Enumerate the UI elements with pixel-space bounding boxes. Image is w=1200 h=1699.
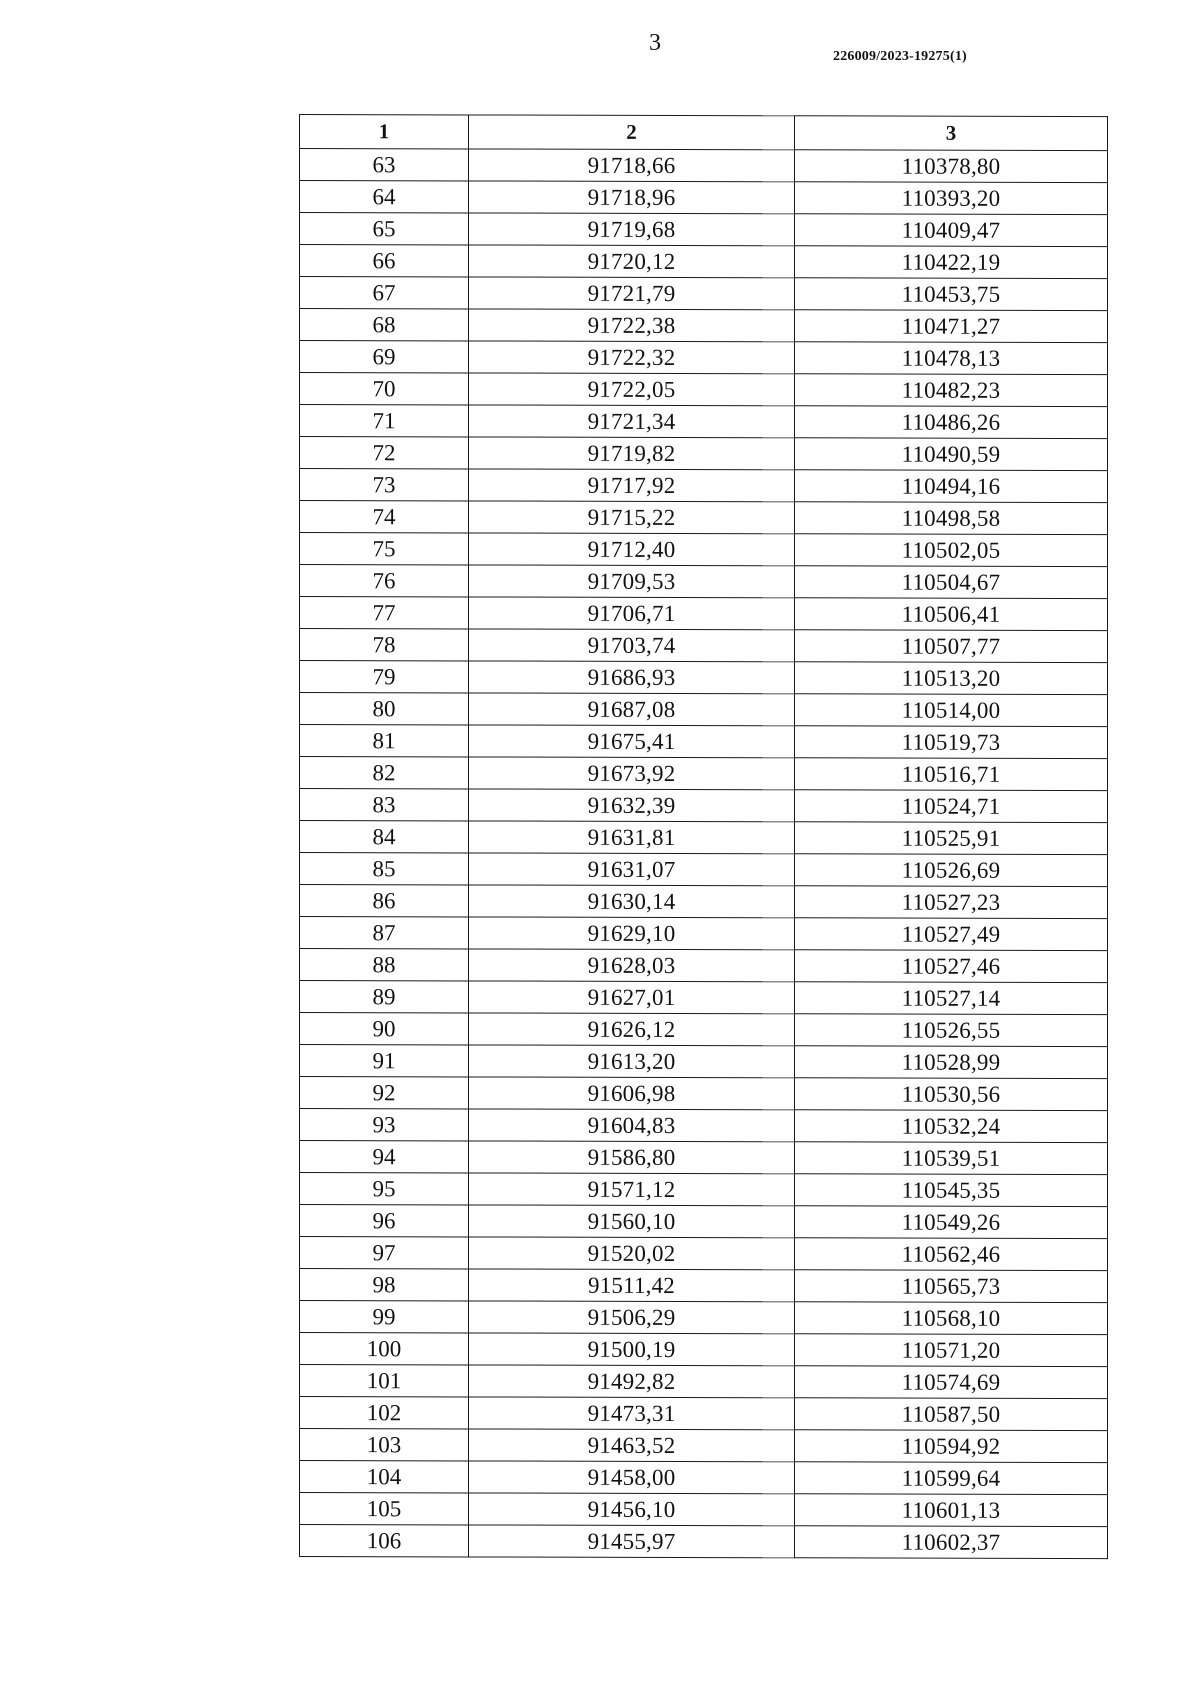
table-row	[300, 1429, 1108, 1463]
x-coordinate-cell: 91629,10	[469, 917, 795, 950]
x-coordinate-cell: 91721,34	[469, 405, 795, 438]
point-number-cell: 95	[300, 1173, 469, 1205]
y-coordinate-cell: 110498,58	[795, 502, 1108, 535]
x-coordinate-cell: 91675,41	[469, 725, 795, 758]
table-row	[300, 757, 1108, 791]
point-number-cell: 77	[300, 597, 469, 629]
x-coordinate-cell: 91520,02	[469, 1237, 795, 1270]
y-coordinate-cell: 110490,59	[795, 438, 1108, 471]
x-coordinate-cell: 91500,19	[469, 1333, 795, 1366]
point-number-cell: 84	[300, 821, 469, 853]
x-coordinate-cell: 91458,00	[469, 1461, 795, 1494]
x-coordinate-cell: 91626,12	[469, 1013, 795, 1046]
table-row	[300, 661, 1108, 695]
x-coordinate-cell: 91613,20	[469, 1045, 795, 1078]
x-coordinate-cell: 91709,53	[469, 565, 795, 598]
table-row	[300, 1365, 1108, 1399]
table-row	[300, 693, 1108, 727]
x-coordinate-cell: 91628,03	[469, 949, 795, 982]
point-number-cell: 68	[300, 309, 469, 341]
y-coordinate-cell: 110568,10	[795, 1302, 1108, 1335]
x-coordinate-cell: 91571,12	[469, 1173, 795, 1206]
point-number-cell: 91	[300, 1045, 469, 1077]
x-coordinate-cell: 91511,42	[469, 1269, 795, 1302]
y-coordinate-cell: 110507,77	[795, 630, 1108, 663]
point-number-cell: 101	[300, 1365, 469, 1397]
x-coordinate-cell: 91712,40	[469, 533, 795, 566]
y-coordinate-cell: 110506,41	[795, 598, 1108, 631]
point-number-cell: 75	[300, 533, 469, 565]
document-reference: 226009/2023-19275(1)	[833, 49, 967, 64]
table-row	[300, 277, 1108, 311]
table-row	[300, 245, 1108, 279]
x-coordinate-cell: 91717,92	[469, 469, 795, 502]
point-number-cell: 79	[300, 661, 469, 693]
x-coordinate-cell: 91560,10	[469, 1205, 795, 1238]
y-coordinate-cell: 110539,51	[795, 1142, 1108, 1175]
x-coordinate-cell: 91627,01	[469, 981, 795, 1014]
point-number-cell: 94	[300, 1141, 469, 1173]
point-number-cell: 70	[300, 373, 469, 405]
table-row	[300, 309, 1108, 343]
x-coordinate-cell: 91718,96	[469, 181, 795, 214]
y-coordinate-cell: 110519,73	[795, 726, 1108, 759]
header-col-1: 1	[300, 115, 469, 149]
y-coordinate-cell: 110574,69	[795, 1366, 1108, 1399]
table-row	[300, 405, 1108, 439]
point-number-cell: 66	[300, 245, 469, 277]
y-coordinate-cell: 110549,26	[795, 1206, 1108, 1239]
y-coordinate-cell: 110482,23	[795, 374, 1108, 407]
point-number-cell: 63	[300, 149, 469, 181]
point-number-cell: 67	[300, 277, 469, 309]
point-number-cell: 97	[300, 1237, 469, 1269]
table-row	[300, 853, 1108, 887]
y-coordinate-cell: 110478,13	[795, 342, 1108, 375]
table-body	[300, 149, 1108, 1559]
point-number-cell: 81	[300, 725, 469, 757]
y-coordinate-cell: 110562,46	[795, 1238, 1108, 1271]
x-coordinate-cell: 91473,31	[469, 1397, 795, 1430]
y-coordinate-cell: 110524,71	[795, 790, 1108, 823]
table-row	[300, 533, 1108, 567]
y-coordinate-cell: 110422,19	[795, 246, 1108, 279]
point-number-cell: 83	[300, 789, 469, 821]
x-coordinate-cell: 91586,80	[469, 1141, 795, 1174]
table-row	[300, 725, 1108, 759]
y-coordinate-cell: 110527,49	[795, 918, 1108, 951]
x-coordinate-cell: 91719,68	[469, 213, 795, 246]
point-number-cell: 86	[300, 885, 469, 917]
x-coordinate-cell: 91631,07	[469, 853, 795, 886]
table-row	[300, 1269, 1108, 1303]
table-row	[300, 501, 1108, 535]
point-number-cell: 69	[300, 341, 469, 373]
point-number-cell: 72	[300, 437, 469, 469]
header-col-3: 3	[795, 116, 1108, 151]
point-number-cell: 93	[300, 1109, 469, 1141]
x-coordinate-cell: 91606,98	[469, 1077, 795, 1110]
table-row	[300, 885, 1108, 919]
table-row	[300, 1397, 1108, 1431]
y-coordinate-cell: 110530,56	[795, 1078, 1108, 1111]
point-number-cell: 65	[300, 213, 469, 245]
y-coordinate-cell: 110527,14	[795, 982, 1108, 1015]
y-coordinate-cell: 110471,27	[795, 310, 1108, 343]
point-number-cell: 92	[300, 1077, 469, 1109]
y-coordinate-cell: 110527,46	[795, 950, 1108, 983]
table-row	[300, 437, 1108, 471]
table-row	[300, 1205, 1108, 1239]
point-number-cell: 96	[300, 1205, 469, 1237]
x-coordinate-cell: 91718,66	[469, 149, 795, 182]
y-coordinate-cell: 110528,99	[795, 1046, 1108, 1079]
x-coordinate-cell: 91673,92	[469, 757, 795, 790]
point-number-cell: 87	[300, 917, 469, 949]
table-row	[300, 597, 1108, 631]
x-coordinate-cell: 91456,10	[469, 1493, 795, 1526]
table-row	[300, 917, 1108, 951]
x-coordinate-cell: 91686,93	[469, 661, 795, 694]
table-row	[300, 789, 1108, 823]
table-row	[300, 1141, 1108, 1175]
point-number-cell: 89	[300, 981, 469, 1013]
table-row	[300, 1333, 1108, 1367]
x-coordinate-cell: 91463,52	[469, 1429, 795, 1462]
x-coordinate-cell: 91492,82	[469, 1365, 795, 1398]
y-coordinate-cell: 110486,26	[795, 406, 1108, 439]
x-coordinate-cell: 91720,12	[469, 245, 795, 278]
y-coordinate-cell: 110527,23	[795, 886, 1108, 919]
table-row	[300, 1461, 1108, 1495]
point-number-cell: 99	[300, 1301, 469, 1333]
x-coordinate-cell: 91706,71	[469, 597, 795, 630]
x-coordinate-cell: 91604,83	[469, 1109, 795, 1142]
x-coordinate-cell: 91715,22	[469, 501, 795, 534]
table-row	[300, 181, 1108, 215]
y-coordinate-cell: 110587,50	[795, 1398, 1108, 1431]
page-number: 3	[649, 30, 661, 56]
point-number-cell: 80	[300, 693, 469, 725]
table-header-row	[300, 115, 1108, 151]
point-number-cell: 85	[300, 853, 469, 885]
y-coordinate-cell: 110453,75	[795, 278, 1108, 311]
table-row	[300, 213, 1108, 247]
x-coordinate-cell: 91632,39	[469, 789, 795, 822]
y-coordinate-cell: 110532,24	[795, 1110, 1108, 1143]
y-coordinate-cell: 110516,71	[795, 758, 1108, 791]
table-row	[300, 1493, 1108, 1527]
y-coordinate-cell: 110504,67	[795, 566, 1108, 599]
x-coordinate-cell: 91455,97	[469, 1525, 795, 1558]
table-row	[300, 1045, 1108, 1079]
point-number-cell: 105	[300, 1493, 469, 1525]
table-row	[300, 981, 1108, 1015]
x-coordinate-cell: 91631,81	[469, 821, 795, 854]
table-row	[300, 949, 1108, 983]
point-number-cell: 64	[300, 181, 469, 213]
y-coordinate-cell: 110513,20	[795, 662, 1108, 695]
y-coordinate-cell: 110502,05	[795, 534, 1108, 567]
point-number-cell: 74	[300, 501, 469, 533]
table-row	[300, 1525, 1108, 1559]
table-row	[300, 629, 1108, 663]
y-coordinate-cell: 110599,64	[795, 1462, 1108, 1495]
point-number-cell: 71	[300, 405, 469, 437]
point-number-cell: 88	[300, 949, 469, 981]
x-coordinate-cell: 91721,79	[469, 277, 795, 310]
header-col-2: 2	[469, 115, 795, 150]
table-row	[300, 373, 1108, 407]
table-row	[300, 149, 1108, 183]
x-coordinate-cell: 91719,82	[469, 437, 795, 470]
point-number-cell: 90	[300, 1013, 469, 1045]
table-row	[300, 1237, 1108, 1271]
point-number-cell: 78	[300, 629, 469, 661]
x-coordinate-cell: 91506,29	[469, 1301, 795, 1334]
point-number-cell: 73	[300, 469, 469, 501]
table-row	[300, 1301, 1108, 1335]
x-coordinate-cell: 91722,32	[469, 341, 795, 374]
table-row	[300, 469, 1108, 503]
y-coordinate-cell: 110526,55	[795, 1014, 1108, 1047]
point-number-cell: 100	[300, 1333, 469, 1365]
y-coordinate-cell: 110378,80	[795, 150, 1108, 183]
y-coordinate-cell: 110526,69	[795, 854, 1108, 887]
point-number-cell: 106	[300, 1525, 469, 1557]
table-row	[300, 1109, 1108, 1143]
table-row	[300, 341, 1108, 375]
x-coordinate-cell: 91722,38	[469, 309, 795, 342]
y-coordinate-cell: 110514,00	[795, 694, 1108, 727]
y-coordinate-cell: 110494,16	[795, 470, 1108, 503]
y-coordinate-cell: 110393,20	[795, 182, 1108, 215]
point-number-cell: 103	[300, 1429, 469, 1461]
y-coordinate-cell: 110571,20	[795, 1334, 1108, 1367]
x-coordinate-cell: 91703,74	[469, 629, 795, 662]
table-row	[300, 1173, 1108, 1207]
table-row	[300, 1077, 1108, 1111]
y-coordinate-cell: 110525,91	[795, 822, 1108, 855]
table-row	[300, 1013, 1108, 1047]
point-number-cell: 98	[300, 1269, 469, 1301]
x-coordinate-cell: 91630,14	[469, 885, 795, 918]
point-number-cell: 82	[300, 757, 469, 789]
y-coordinate-cell: 110601,13	[795, 1494, 1108, 1527]
y-coordinate-cell: 110545,35	[795, 1174, 1108, 1207]
y-coordinate-cell: 110565,73	[795, 1270, 1108, 1303]
point-number-cell: 104	[300, 1461, 469, 1493]
x-coordinate-cell: 91687,08	[469, 693, 795, 726]
x-coordinate-cell: 91722,05	[469, 373, 795, 406]
coordinates-table	[299, 114, 1108, 1559]
table-row	[300, 821, 1108, 855]
y-coordinate-cell: 110594,92	[795, 1430, 1108, 1463]
table-row	[300, 565, 1108, 599]
y-coordinate-cell: 110409,47	[795, 214, 1108, 247]
y-coordinate-cell: 110602,37	[795, 1526, 1108, 1559]
point-number-cell: 102	[300, 1397, 469, 1429]
point-number-cell: 76	[300, 565, 469, 597]
